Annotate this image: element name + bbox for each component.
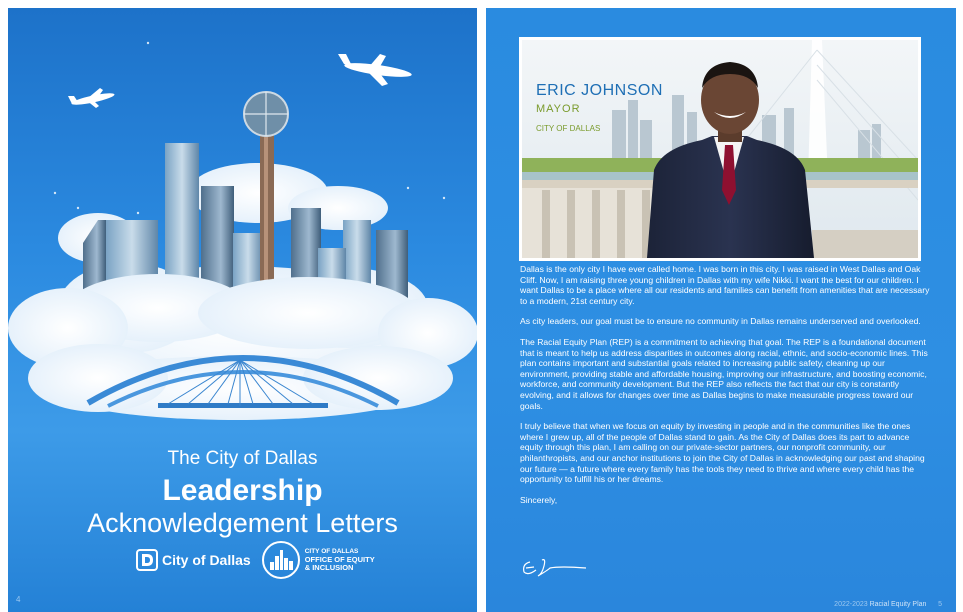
mayor-name: ERIC JOHNSON <box>536 82 663 99</box>
cover-page <box>8 8 477 612</box>
cover-title-line2: Leadership <box>162 474 323 507</box>
airplane-icon <box>68 88 115 108</box>
signature-icon <box>520 556 590 578</box>
city-of-dallas-logo-text: City of Dallas <box>162 552 251 568</box>
city-of-dallas-logo-icon <box>136 549 158 571</box>
letter-signoff: Sincerely, <box>520 494 558 505</box>
letter-paragraph: I truly believe that when we focus on equity by investing in people and in the communities like the ones where I grew up, all of the people of Dallas stand to gain. As the City of Dallas does its part to advance equity through this plan, I am calling on our private-sector partners, our nonprofit community, our philanthropists, and our anchor institutions to join the City of Dallas in acknowledging our past and shaping our future — a future where every family has the tools they need to thrive and where every child has the opportunity to fulfill his or her dreams. <box>520 421 925 485</box>
mayor-caption <box>536 82 663 133</box>
footer-plan: Racial Equity Plan <box>869 601 927 608</box>
cover-logos <box>136 540 375 580</box>
mayor-city: CITY OF DALLAS <box>536 124 601 133</box>
equity-logo-line1: CITY OF DALLAS <box>304 548 359 555</box>
letter-paragraph: Dallas is the only city I have ever called home. I was born in this city. I was raised in West Dallas and Oak Cliff. Now, I am raising three young children in Dallas with my wife Nikki. I want the best for our children. I want Dallas to be a place where all our residents and families can benefit from amenities that are necessary to a modern, 21st century city. <box>520 264 930 306</box>
office-of-equity-logo-icon <box>261 540 301 580</box>
equity-logo-line2: OFFICE OF EQUITY <box>304 555 375 564</box>
letter-body <box>520 264 930 515</box>
page-footer <box>834 601 942 608</box>
page-gutter <box>477 8 486 612</box>
cover-title-line1: The City of Dallas <box>167 448 318 469</box>
page-number-right: 5 <box>938 601 942 608</box>
mayor-title: MAYOR <box>536 103 581 115</box>
cover-title-line3: Acknowledgement Letters <box>87 508 398 538</box>
equity-logo-line3: & INCLUSION <box>304 563 354 572</box>
letter-paragraph: The Racial Equity Plan (REP) is a commitment to achieving that goal. The REP is a foundational document that is meant to help us address disparities in outcomes along racial, ethnic, and socio-economic lines. This plan contains important and substantial goals related to increasing public safety, cleaning up our environment, providing stable and affordable housing, improving our infrastructure, and boosting economic, workforce, and community development. But the REP also reflects the fact that our city is constantly evolving, and it allows for changes over time as Dallas begins to make measurable progress toward our goals. <box>520 336 928 411</box>
city-of-dallas-logo <box>136 549 251 571</box>
skyline-illustration <box>8 8 477 438</box>
mayor-photo <box>519 37 921 261</box>
letter-page <box>486 8 956 612</box>
airplane-icon <box>338 54 412 86</box>
mayor-portrait-image <box>522 40 918 258</box>
letter-paragraph: As city leaders, our goal must be to ensure no community in Dallas remains underserved and overlooked. <box>520 316 921 327</box>
office-of-equity-logo <box>261 540 375 580</box>
footer-years: 2022-2023 <box>834 601 868 608</box>
page-number-left: 4 <box>16 595 21 604</box>
